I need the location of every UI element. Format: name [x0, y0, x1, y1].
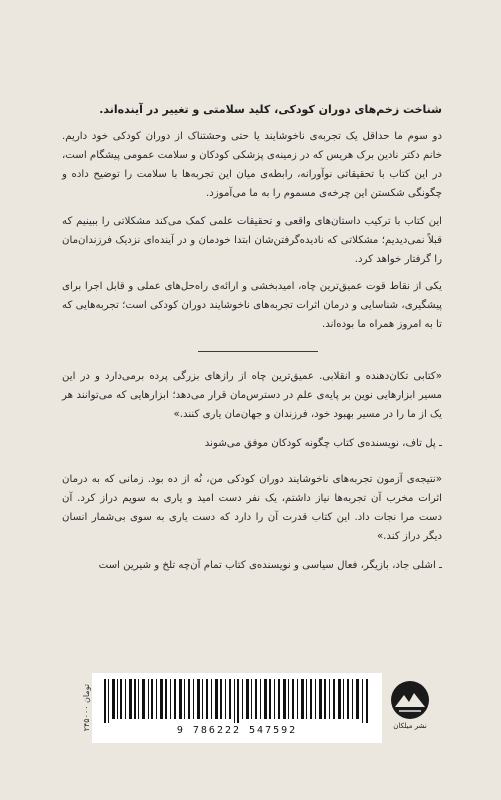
description-paragraph-3: یکی از نقاط قوت عمیق‌ترین چاه، امیدبخشی و ارائه‌ی راه‌حل‌های عملی و قابل اجرا برای پیشگیری، شناسایی و درمان اثرات تجربه‌های ناخوشایند دوران کودکی است؛ تجربه‌هایی که تا به امروز همراه ما بوده‌اند. [62, 281, 442, 330]
barcode [92, 673, 382, 743]
publisher-logo-icon [390, 680, 430, 720]
blurb-quote-2: «نتیجه‌ی آزمون تجربه‌های ناخوشایند دوران کودکی من، نُه از ده بود. زمانی که به درمان اثرات مخرب آن تجربه‌ها نیاز داشتم، یک نفر دست امید و یاری به سویم دراز کرد. آن دست مرا نجات داد. این کتاب قدرت آن را دارد که دست یاری به سوی بی‌شمار انسان دیگر دراز کند.» [62, 474, 442, 542]
isbn-number: 9 786222 547592 [176, 725, 298, 736]
blurb-quote-1: «کتابی تکان‌دهنده و انقلابی. عمیق‌ترین چاه از رازهای بزرگی پرده برمی‌دارد و در این مسیر ابزارهایی نوین بر پایه‌ی علم در دسترس‌مان قرار می‌دهد؛ ابزارهایی که می‌توانند هر یک از ما را در مسیر بهبود خود، فرزندان و جهان‌مان یاری کنند.» [62, 371, 442, 420]
publisher-name: نشر میلکان [393, 722, 427, 730]
barcode-bars [102, 679, 372, 723]
section-divider [198, 351, 318, 352]
blurb-attribution-1: ـ پل تاف، نویسنده‌ی کتاب چگونه کودکان موفق می‌شوند [204, 438, 442, 449]
description-paragraph-1: دو سوم ما حداقل یک تجربه‌ی ناخوشایند یا حتی وحشتناک از دوران کودکی خود داریم. خانم دکتر نادین برک هریس که در زمینه‌ی پزشکی کودکان و سلامت عمومی پیشگام است، در این کتاب با تحقیقاتی نوآورانه، رابطه‌ی میان این تجربه‌ها با سلامت را توضیح داده و چگونگی شکستن این چرخه‌ی مسموم را به ما می‌آموزد. [62, 131, 442, 199]
blurb-attribution-2: ـ اشلی جاد، بازیگر، فعال سیاسی و نویسنده‌ی کتاب تمام آن‌چه تلخ و شیرین است [98, 560, 442, 571]
headline: شناخت زخم‌های دوران کودکی، کلید سلامتی و تغییر در آینده‌اند. [99, 103, 442, 116]
price-label: ۲۴۵۰۰۰ تومان [82, 684, 91, 732]
publisher-block [387, 680, 433, 730]
description-paragraph-2: این کتاب با ترکیب داستان‌های واقعی و تحقیقات علمی کمک می‌کند مشکلاتی را ببینیم که قبلاً نمی‌دیدیم؛ مشکلاتی که نادیده‌گرفتن‌شان ابتدا خودمان و در آینده‌ای نزدیک فرزندان‌مان را گرفتار خواهد کرد. [62, 216, 442, 265]
